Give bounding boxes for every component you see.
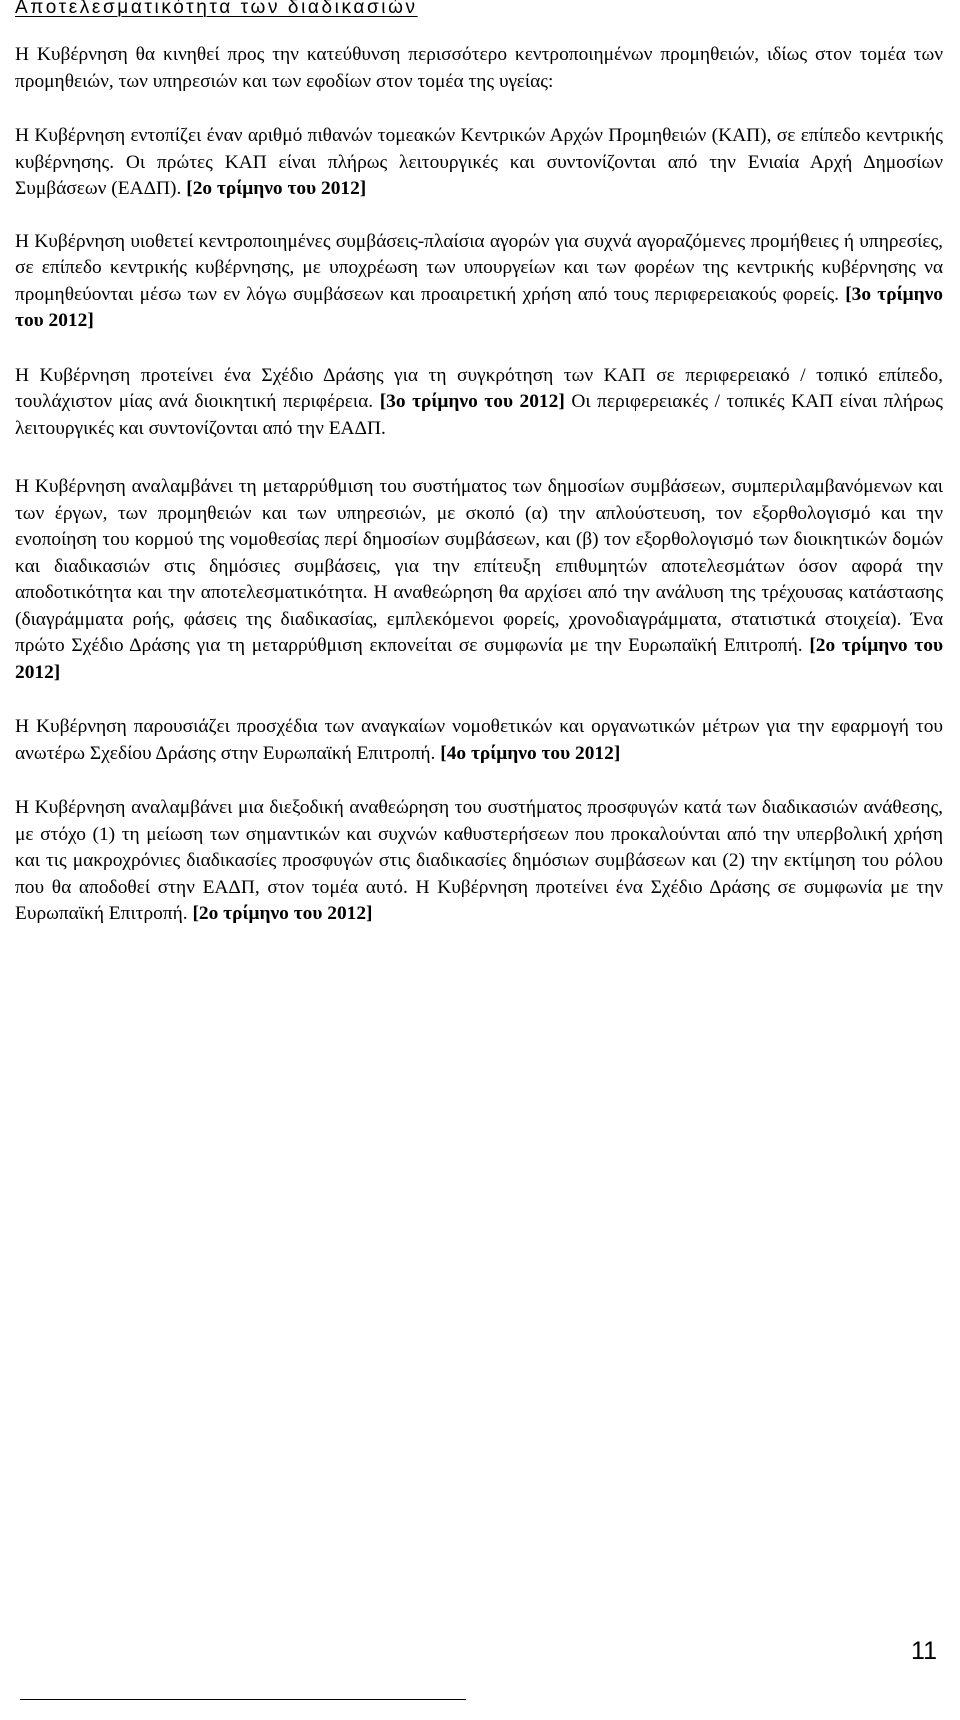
paragraph-text: Η Κυβέρνηση θα κινηθεί προς την κατεύθυνση περισσότερο κεντροποιημένων προμηθειών, ιδίως στον τομέα των προμηθειών, των υπηρεσιών και των εφοδίων στον τομέα της υγείας: — [15, 44, 943, 92]
paragraph-intro — [15, 42, 943, 95]
paragraph-kap-sectoral — [15, 123, 943, 203]
section-heading: Αποτελεσματικότητα των διαδικασιών — [15, 0, 418, 18]
body-text — [15, 42, 943, 928]
deadline-label: [2ο τρίμηνο του 2012] — [192, 903, 373, 924]
paragraph-procurement-reform — [15, 474, 943, 686]
deadline-label: [2ο τρίμηνο του 2012] — [15, 635, 944, 683]
deadline-label: [3ο τρίμηνο του 2012] — [15, 283, 943, 331]
paragraph-regional-kap — [15, 363, 943, 443]
page-number: 11 — [911, 1637, 937, 1665]
paragraph-text: Η Κυβέρνηση αναλαμβάνει μια διεξοδική αναθεώρηση του συστήματος προσφυγών κατά των διαδικασιών ανάθεσης, με στόχο (1) τη μείωση των σημαντικών και συχνών καθυστερήσεων που προκαλούνται από την υπερβολική χρήση και τις μακροχρόνιες διαδικασίες προσφυγών στις διαδικασίες δημόσιων συμβάσεων και (2) την εκτίμηση του ρόλου που θα αποδοθεί στην ΕΑΔΠ, στον τομέα αυτό. Η Κυβέρνηση προτείνει ένα Σχέδιο Δράσης σε συμφωνία με την Ευρωπαϊκή Επιτροπή. — [15, 797, 943, 924]
paragraph-text: Η Κυβέρνηση εντοπίζει έναν αριθμό πιθανών τομεακών Κεντρικών Αρχών Προμηθειών (ΚΑΠ), σε επίπεδο κεντρικής κυβέρνησης. Οι πρώτες ΚΑΠ είναι πλήρως λειτουργικές και συντονίζονται από την Ενιαία Αρχή Δημοσίων Συμβάσεων (ΕΑΔΠ). — [15, 125, 943, 199]
deadline-label: [2ο τρίμηνο του 2012] — [186, 178, 367, 199]
footnote-separator — [20, 1699, 466, 1700]
paragraph-appeals-review — [15, 795, 943, 928]
paragraph-text: Η Κυβέρνηση υιοθετεί κεντροποιημένες συμβάσεις-πλαίσια αγορών για συχνά αγοραζόμενες προμήθειες ή υπηρεσίες, σε επίπεδο κεντρικής κυβέρνησης, με υποχρέωση των υπουργείων και των φορέων της κεντρικής κυβέρνησης να προμηθεύονται μέσω των εν λόγω συμβάσεων και προαιρετική χρήση από τους περιφερειακούς φορείς. — [15, 230, 943, 305]
paragraph-text-after: Οι περιφερειακές / τοπικές ΚΑΠ είναι πλήρως λειτουργικές και συντονίζονται από την ΕΑΔΠ. — [15, 391, 943, 439]
deadline-label: [3ο τρίμηνο του 2012] — [379, 391, 565, 412]
deadline-label: [4ο τρίμηνο του 2012] — [440, 742, 621, 764]
paragraph-framework-contracts — [15, 229, 943, 335]
paragraph-draft-measures — [15, 714, 943, 767]
paragraph-text: Η Κυβέρνηση προτείνει ένα Σχέδιο Δράσης για τη συγκρότηση των ΚΑΠ σε περιφερειακό / τοπικό επίπεδο, τουλάχιστον μίας ανά διοικητική περιφέρεια. — [15, 364, 943, 412]
paragraph-text: Η Κυβέρνηση αναλαμβάνει τη μεταρρύθμιση του συστήματος των δημοσίων συμβάσεων, συμπεριλαμβανόμενων και των έργων, των προμηθειών και των υπηρεσιών, με σκοπό (α) την απλούστευση, τον εξορθολογισμό και την ενοποίηση του κορμού της νομοθεσίας περί δημοσίων συμβάσεων, και (β) τον εξορθολογισμό των διοικητικών δομών και διαδικασιών στις δημόσιες συμβάσεις, για την επίτευξη επιθυμητών αποτελεσμάτων όσον αφορά την αποδοτικότητα και την αποτελεσματικότητα. Η αναθεώρηση θα αρχίσει από την ανάλυση της τρέχουσας κατάστασης (διαγράμματα ροής, φάσεις της διαδικασίας, εμπλεκόμενοι φορείς, χρονοδιαγράμματα, στατιστικά στοιχεία). Ένα πρώτο Σχέδιο Δράσης για τη μεταρρύθμιση εκπονείται σε συμφωνία με την Ευρωπαϊκή Επιτροπή. — [15, 476, 943, 656]
paragraph-text: Η Κυβέρνηση παρουσιάζει προσχέδια των αναγκαίων νομοθετικών και οργανωτικών μέτρων για την εφαρμογή του ανωτέρω Σχεδίου Δράσης στην Ευρωπαϊκή Επιτροπή. — [15, 716, 943, 764]
